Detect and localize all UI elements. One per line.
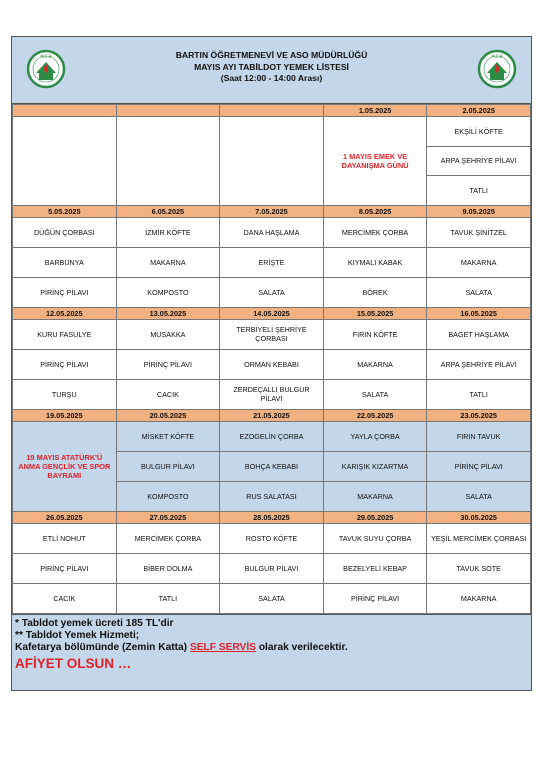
date-cell: 21.05.2025 xyxy=(220,409,324,421)
meal-item: CACIK xyxy=(116,379,220,409)
date-cell: 26.05.2025 xyxy=(13,511,117,523)
meal-item: ERİŞTE xyxy=(220,247,324,277)
date-cell: 20.05.2025 xyxy=(116,409,220,421)
meal-item: TAVUK SUYU ÇORBA xyxy=(323,523,427,553)
date-cell: 23.05.2025 xyxy=(427,409,531,421)
date-cell: 9.05.2025 xyxy=(427,205,531,217)
menu-table xyxy=(12,104,531,614)
date-cell: 14.05.2025 xyxy=(220,307,324,319)
date-cell: 28.05.2025 xyxy=(220,511,324,523)
meal-item: KOMPOSTO xyxy=(116,277,220,307)
meal-item: ZERDEÇALLI BULGUR PİLAVI xyxy=(220,379,324,409)
meal-item: MERCİMEK ÇORBA xyxy=(323,217,427,247)
meal-item: DANA HAŞLAMA xyxy=(220,217,324,247)
meal-item: SALATA xyxy=(427,277,531,307)
meal-item: CACIK xyxy=(13,583,117,613)
date-cell: 19.05.2025 xyxy=(13,409,117,421)
empty-cell xyxy=(13,117,117,206)
meal-item: EKŞİLİ KÖFTE xyxy=(427,117,531,147)
meal-item: BARBUNYA xyxy=(13,247,117,277)
date-cell: 27.05.2025 xyxy=(116,511,220,523)
meal-item: DÜĞÜN ÇORBASI xyxy=(13,217,117,247)
holiday-note: 1 MAYIS EMEK VE DAYANIŞMA GÜNÜ xyxy=(323,117,427,206)
meal-item: TATLI xyxy=(116,583,220,613)
meal-item: ARPA ŞEHRİYE PİLAVI xyxy=(427,349,531,379)
self-service-note: Kafetarya bölümünde (Zemin Katta) SELF SERVİS olarak verilecektir. xyxy=(15,641,348,653)
title-line-2: MAYIS AYI TABİLDOT YEMEK LİSTESİ xyxy=(194,61,349,72)
date-cell: 30.05.2025 xyxy=(427,511,531,523)
meal-item: BÖREK xyxy=(323,277,427,307)
date-cell xyxy=(116,105,220,117)
meal-item: PİRİNÇ PİLAVI xyxy=(13,349,117,379)
meal-item: BAGET HAŞLAMA xyxy=(427,319,531,349)
meal-item: RUS SALATASI xyxy=(220,481,324,511)
meal-item: İZMİR KÖFTE xyxy=(116,217,220,247)
menu-footer xyxy=(12,614,531,690)
meal-item: YEŞİL MERCİMEK ÇORBASI xyxy=(427,523,531,553)
date-cell: 29.05.2025 xyxy=(323,511,427,523)
meal-item: SALATA xyxy=(323,379,427,409)
menu-sheet xyxy=(11,36,532,691)
meal-item: BULGUR PİLAVI xyxy=(116,451,220,481)
date-cell: 2.05.2025 xyxy=(427,105,531,117)
date-cell: 8.05.2025 xyxy=(323,205,427,217)
logo-text: M.E.B xyxy=(491,54,503,59)
meal-item: MAKARNA xyxy=(323,349,427,379)
date-cell: 12.05.2025 xyxy=(13,307,117,319)
date-cell: 1.05.2025 xyxy=(323,105,427,117)
meal-item: ORMAN KEBABI xyxy=(220,349,324,379)
meal-item: PİRİNÇ PİLAVI xyxy=(427,451,531,481)
meal-item: MAKARNA xyxy=(427,247,531,277)
meal-item: TERBİYELİ ŞEHRİYE ÇORBASI xyxy=(220,319,324,349)
closing-text: AFİYET OLSUN … xyxy=(15,655,132,671)
date-cell: 6.05.2025 xyxy=(116,205,220,217)
meal-item: KURU FASULYE xyxy=(13,319,117,349)
meal-item: SALATA xyxy=(220,583,324,613)
date-cell: 5.05.2025 xyxy=(13,205,117,217)
date-cell: 15.05.2025 xyxy=(323,307,427,319)
meal-item: PİRİNÇ PİLAVI xyxy=(116,349,220,379)
meal-item: KIYMALI KABAK xyxy=(323,247,427,277)
meal-item: BOHÇA KEBABI xyxy=(220,451,324,481)
meal-item: KARIŞIK KIZARTMA xyxy=(323,451,427,481)
meal-item: ROSTO KÖFTE xyxy=(220,523,324,553)
meal-item: SALATA xyxy=(220,277,324,307)
meal-item: MAKARNA xyxy=(116,247,220,277)
meal-item: YAYLA ÇORBA xyxy=(323,421,427,451)
meal-item: MUSAKKA xyxy=(116,319,220,349)
meal-item: BEZELYELİ KEBAP xyxy=(323,553,427,583)
meb-logo-icon xyxy=(477,49,517,89)
date-cell: 13.05.2025 xyxy=(116,307,220,319)
meal-item: KOMPOSTO xyxy=(116,481,220,511)
meb-logo-icon xyxy=(26,49,66,89)
meal-item: SALATA xyxy=(427,481,531,511)
meal-item: TATLI xyxy=(427,176,531,206)
date-cell xyxy=(220,105,324,117)
holiday-note: 19 MAYIS ATATÜRK'Ü ANMA GENÇLİK VE SPOR BAYRAMI xyxy=(13,421,117,511)
meal-item: MERCİMEK ÇORBA xyxy=(116,523,220,553)
meal-item: ETLİ NOHUT xyxy=(13,523,117,553)
meal-item: TAVUK ŞİNİTZEL xyxy=(427,217,531,247)
empty-cell xyxy=(220,117,324,206)
service-note: ** Tabldot Yemek Hizmeti; xyxy=(15,629,140,641)
date-cell: 16.05.2025 xyxy=(427,307,531,319)
meal-item: PİRİNÇ PİLAVI xyxy=(13,553,117,583)
meal-item: FIRIN TAVUK xyxy=(427,421,531,451)
meal-item: TURŞU xyxy=(13,379,117,409)
date-cell: 22.05.2025 xyxy=(323,409,427,421)
title-line-3: (Saat 12:00 - 14:00 Arası) xyxy=(220,73,323,83)
menu-header xyxy=(12,37,531,104)
meal-item: EZOGELİN ÇORBA xyxy=(220,421,324,451)
meal-item: TAVUK SOTE xyxy=(427,553,531,583)
meal-item: BİBER DOLMA xyxy=(116,553,220,583)
meal-item: MAKARNA xyxy=(323,481,427,511)
meal-item: PİRİNÇ PİLAVI xyxy=(323,583,427,613)
meal-item: MİSKET KÖFTE xyxy=(116,421,220,451)
meal-item: BULGUR PİLAVI xyxy=(220,553,324,583)
logo-text: M.E.B xyxy=(40,54,52,59)
meal-item: TATLI xyxy=(427,379,531,409)
date-cell xyxy=(13,105,117,117)
empty-cell xyxy=(116,117,220,206)
title-line-1: BARTIN ÖĞRETMENEVİ VE ASO MÜDÜRLÜĞÜ xyxy=(175,50,368,60)
price-note: * Tabldot yemek ücreti 185 TL'dir xyxy=(15,617,174,629)
meal-item: FIRIN KÖFTE xyxy=(323,319,427,349)
meal-item: PİRİNÇ PİLAVI xyxy=(13,277,117,307)
meal-item: ARPA ŞEHRİYE PİLAVI xyxy=(427,146,531,176)
meal-item: MAKARNA xyxy=(427,583,531,613)
date-cell: 7.05.2025 xyxy=(220,205,324,217)
self-service-highlight: SELF SERVİS xyxy=(189,641,256,653)
